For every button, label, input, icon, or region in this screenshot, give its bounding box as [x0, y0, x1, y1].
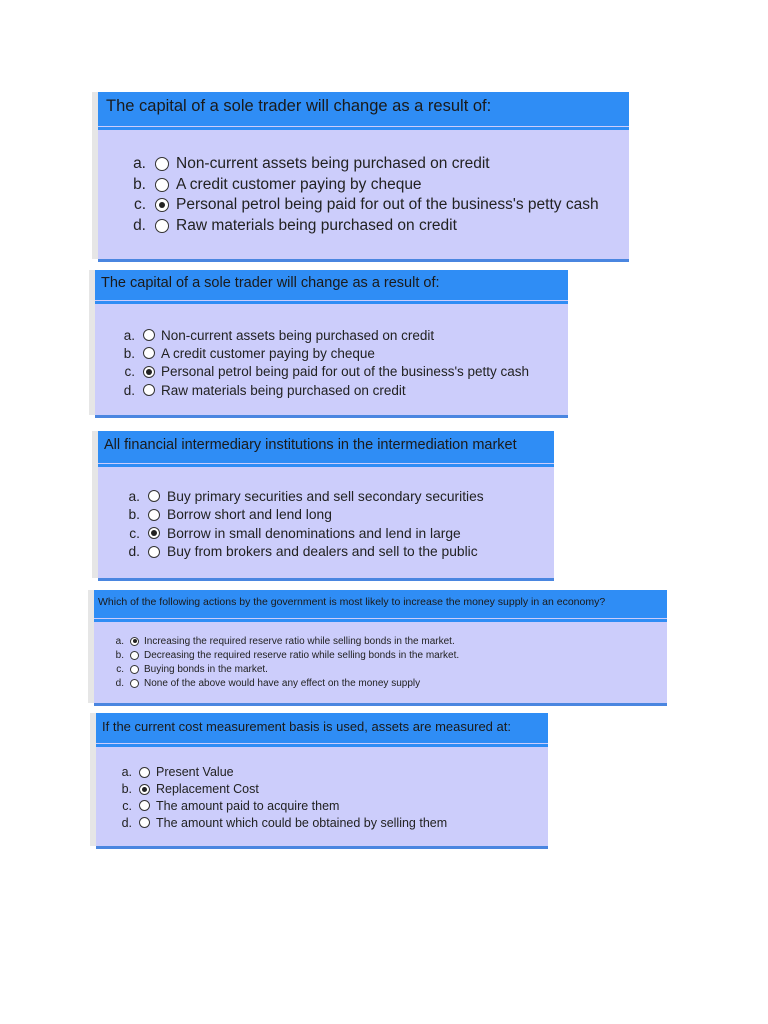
radio-button[interactable] — [148, 509, 160, 521]
option-text: Raw materials being purchased on credit — [176, 216, 457, 234]
option-text: Raw materials being purchased on credit — [161, 382, 406, 398]
radio-button[interactable] — [155, 219, 169, 233]
option-text: Borrow short and lend long — [167, 507, 332, 523]
question-title: Which of the following actions by the government is most likely to increase the money supply in an economy? — [94, 590, 667, 618]
question-card-2 — [95, 270, 568, 418]
question-card-5 — [96, 713, 548, 849]
option-text: Personal petrol being paid for out of the business's petty cash — [176, 196, 599, 214]
option-text: Buying bonds in the market. — [144, 663, 268, 675]
radio-button[interactable] — [130, 665, 139, 674]
option-a[interactable]: a. Increasing the required reserve ratio while selling bonds in the market. — [115, 635, 455, 647]
option-text: The amount which could be obtained by selling them — [156, 815, 448, 830]
radio-button-selected[interactable] — [139, 784, 150, 795]
question-card-3 — [98, 431, 554, 581]
option-d[interactable]: d. Raw materials being purchased on credit — [133, 216, 457, 234]
radio-button-selected[interactable] — [155, 198, 169, 212]
option-d[interactable]: d. The amount which could be obtained by selling them — [121, 815, 448, 830]
option-text: Decreasing the required reserve ratio while selling bonds in the market. — [144, 649, 460, 661]
option-b[interactable]: b. A credit customer paying by cheque — [123, 345, 375, 361]
option-text: Non-current assets being purchased on credit — [176, 155, 490, 173]
option-text: A credit customer paying by cheque — [161, 345, 375, 361]
question-title: If the current cost measurement basis is used, assets are measured at: — [96, 713, 548, 743]
option-c[interactable]: c. Borrow in small denominations and lend in large — [129, 525, 461, 541]
option-a[interactable]: a. Present Value — [121, 765, 234, 780]
option-b[interactable]: b. A credit customer paying by cheque — [133, 175, 422, 193]
radio-button[interactable] — [143, 329, 155, 341]
option-text: Present Value — [156, 765, 234, 780]
option-c[interactable]: c. The amount paid to acquire them — [122, 798, 340, 813]
option-c[interactable]: c. Buying bonds in the market. — [116, 663, 268, 675]
radio-button[interactable] — [143, 384, 155, 396]
option-text: Increasing the required reserve ratio while selling bonds in the market. — [144, 635, 455, 647]
radio-button[interactable] — [148, 490, 160, 502]
radio-button[interactable] — [130, 679, 139, 688]
option-c[interactable]: c. Personal petrol being paid for out of the business's petty cash — [124, 364, 530, 380]
radio-button-selected[interactable] — [130, 637, 139, 646]
option-d[interactable]: d. Raw materials being purchased on credit — [123, 382, 406, 398]
radio-button[interactable] — [139, 800, 150, 811]
option-text: A credit customer paying by cheque — [176, 175, 422, 193]
option-b[interactable]: b. Decreasing the required reserve ratio while selling bonds in the market. — [115, 649, 460, 661]
radio-button-selected[interactable] — [148, 527, 160, 539]
radio-button[interactable] — [155, 157, 169, 171]
question-title: All financial intermediary institutions in the intermediation market — [98, 431, 554, 463]
option-d[interactable]: d. None of the above would have any effect on the money supply — [115, 678, 421, 690]
question-card-1 — [98, 92, 629, 262]
option-text: Buy from brokers and dealers and sell to the public — [167, 544, 478, 560]
option-text: Borrow in small denominations and lend in large — [167, 525, 461, 541]
option-a[interactable]: a. Non-current assets being purchased on credit — [123, 327, 435, 343]
option-text: Replacement Cost — [156, 782, 259, 797]
option-text: Non-current assets being purchased on credit — [161, 327, 435, 343]
option-a[interactable]: a. Buy primary securities and sell secondary securities — [128, 488, 484, 504]
option-text: Buy primary securities and sell secondary securities — [167, 488, 484, 504]
question-card-4 — [94, 590, 667, 706]
option-text: The amount paid to acquire them — [156, 798, 340, 813]
option-b[interactable]: b. Borrow short and lend long — [128, 507, 332, 523]
radio-button[interactable] — [130, 651, 139, 660]
radio-button[interactable] — [148, 546, 160, 558]
option-text: None of the above would have any effect on the money supply — [144, 678, 421, 690]
option-b[interactable]: b. Replacement Cost — [121, 782, 259, 797]
question-title: The capital of a sole trader will change as a result of: — [95, 270, 568, 300]
radio-button[interactable] — [143, 347, 155, 359]
option-text: Personal petrol being paid for out of the business's petty cash — [161, 364, 530, 380]
radio-button[interactable] — [139, 817, 150, 828]
radio-button-selected[interactable] — [143, 366, 155, 378]
option-d[interactable]: d. Buy from brokers and dealers and sell to the public — [128, 544, 478, 560]
option-a[interactable]: a. Non-current assets being purchased on credit — [133, 155, 490, 173]
radio-button[interactable] — [139, 767, 150, 778]
question-title: The capital of a sole trader will change as a result of: — [98, 92, 629, 126]
option-c[interactable]: c. Personal petrol being paid for out of the business's petty cash — [133, 196, 599, 214]
radio-button[interactable] — [155, 178, 169, 192]
